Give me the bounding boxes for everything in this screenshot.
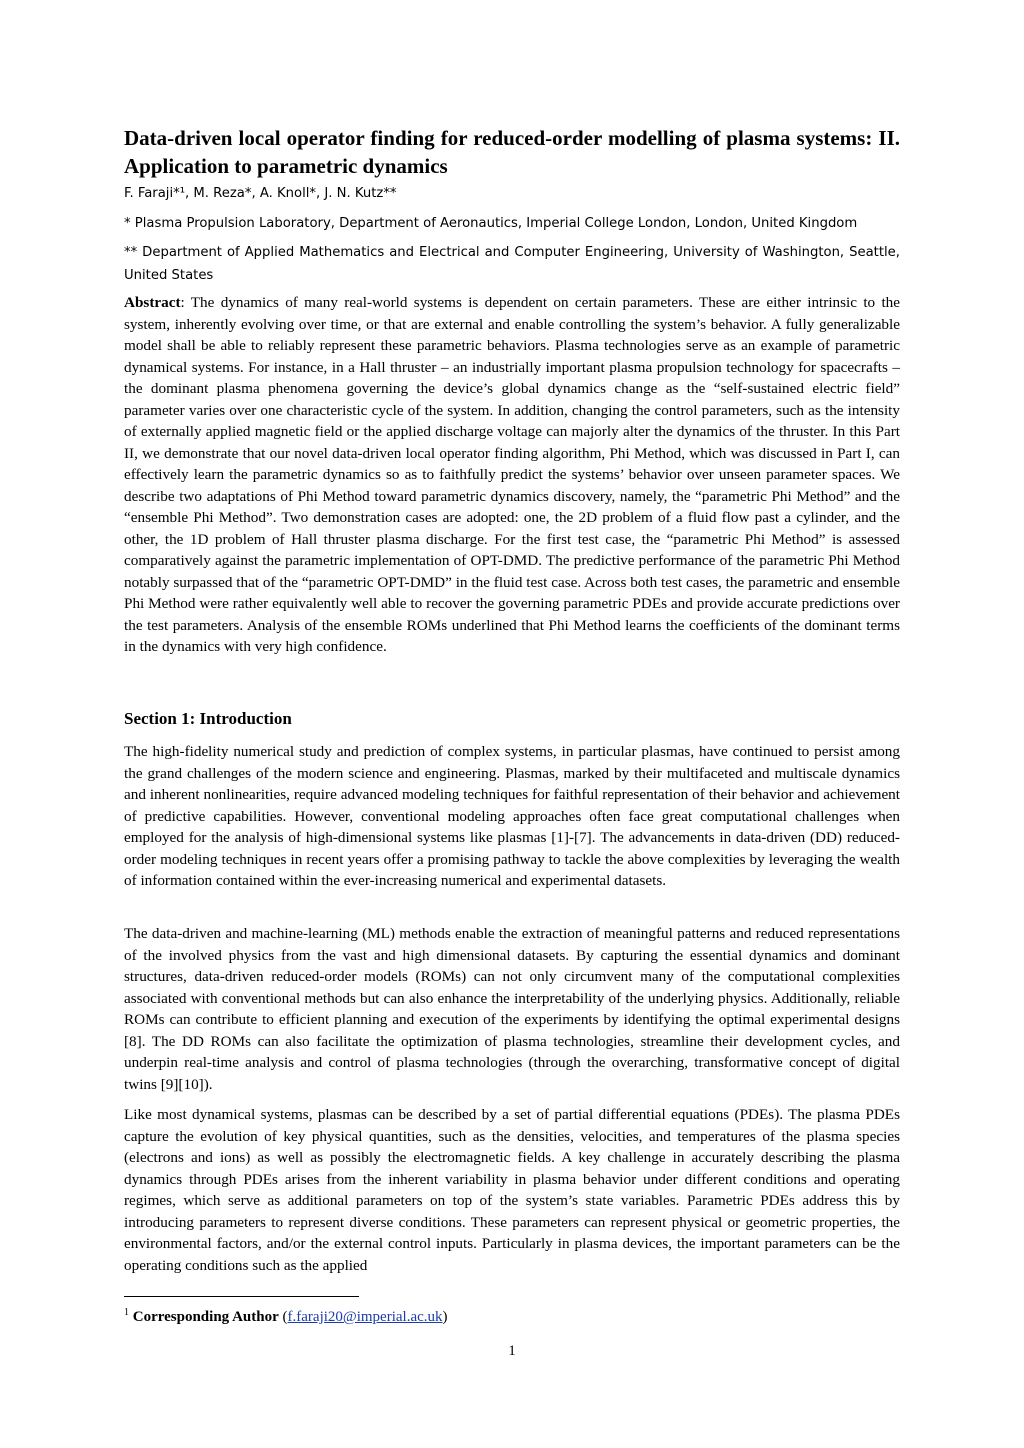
footnote-marker: 1: [124, 1307, 129, 1318]
abstract-label: Abstract: [124, 294, 181, 311]
abstract: [124, 292, 900, 658]
footnote-open-paren: (: [282, 1309, 288, 1325]
affiliation-imperial: * Plasma Propulsion Laboratory, Department of Aeronautics, Imperial College London, London, United Kingdom: [124, 216, 858, 231]
author-list: F. Faraji*¹, M. Reza*, A. Knoll*, J. N. Kutz**: [124, 186, 397, 201]
paper-title: Data-driven local operator finding for reduced-order modelling of plasma systems: II. Application to parametric dynamics: [124, 126, 900, 178]
section-heading: Section 1: Introduction: [124, 709, 292, 728]
intro-paragraph: Like most dynamical systems, plasmas can be described by a set of partial differential equations (PDEs). The plasma PDEs capture the evolution of key physical quantities, such as the densities, velocities, and temperatures of the plasma species (electrons and ions) as well as possibly the electromagnetic fields. A key challenge in accurately describing the plasma dynamics through PDEs arises from the inherent variability in plasma behavior under different conditions and operating regimes, which serve as additional parameters on top of the system’s state variables. Parametric PDEs address this by introducing parameters to represent diverse conditions. These parameters can represent physical or geometric properties, the environmental factors, and/or the external control inputs. Particularly in plasma devices, the important parameters can be the operating conditions such as the applied: [124, 1106, 900, 1274]
footnote-divider: [124, 1296, 359, 1297]
corresponding-email-link[interactable]: f.faraji20@imperial.ac.uk: [287, 1309, 443, 1325]
intro-paragraph: The data-driven and machine-learning (ML) methods enable the extraction of meaningful patterns and reduced representations of the involved physics from the vast and high dimensional datasets. By capturing the essential dynamics and dominant structures, data-driven reduced-order models (ROMs) can not only circumvent many of the computational complexities associated with conventional methods but can also enhance the interpretability of the underlying physics. Additionally, reliable ROMs can contribute to efficient planning and execution of the experiments by identifying the optimal experimental designs [8]. The DD ROMs can also facilitate the optimization of plasma technologies, streamline their development cycles, and underpin real-time analysis and control of plasma technologies (through the overarching, transformative concept of digital twins [9][10]).: [124, 925, 900, 1093]
affiliation-washington: ** Department of Applied Mathematics and Electrical and Computer Engineering, University of Washington, Seattle, United States: [124, 245, 900, 283]
footnote: [124, 1303, 448, 1327]
footnote-label: Corresponding Author: [132, 1309, 279, 1325]
intro-paragraph: The high-fidelity numerical study and prediction of complex systems, in particular plasmas, have continued to persist among the grand challenges of the modern science and engineering. Plasmas, marked by their multifaceted and multiscale dynamics and inherent nonlinearities, require advanced modeling techniques for faithful representation of their behavior and achievement of predictive capabilities. However, conventional modeling approaches often face great computational challenges when employed for the analysis of high-dimensional systems like plasmas [1]-[7]. The advancements in data-driven (DD) reduced-order modeling techniques in recent years offer a promising pathway to tackle the above complexities by leveraging the wealth of information contained within the ever-increasing numerical and experimental datasets.: [124, 743, 900, 889]
page-number: 1: [508, 1343, 516, 1359]
abstract-text: : The dynamics of many real-world systems is dependent on certain parameters. These are either intrinsic to the system, inherently evolving over time, or that are external and enable controlling the system’s behavior. A fully generalizable model shall be able to reliably represent these parametric behaviors. Plasma technologies serve as an example of parametric dynamical systems. For instance, in a Hall thruster – an industrially important plasma propulsion technology for spacecrafts – the dominant plasma phenomena governing the device’s global dynamics change as the “self-sustained electric field” parameter varies over one characteristic cycle of the system. In addition, changing the control parameters, such as the intensity of externally applied magnetic field or the applied discharge voltage can majorly alter the dynamics of the thruster. In this Part II, we demonstrate that our novel data-driven local operator finding algorithm, Phi Method, which was discussed in Part I, can effectively learn the parametric dynamics so as to faithfully predict the systems’ behavior over unseen parameter spaces. We describe two adaptations of Phi Method toward parametric dynamics discovery, namely, the “parametric Phi Method” and the “ensemble Phi Method”. Two demonstration cases are adopted: one, the 2D problem of a fluid flow past a cylinder, and the other, the 1D problem of Hall thruster plasma discharge. For the first test case, the “parametric Phi Method” is assessed comparatively against the parametric implementation of OPT-DMD. The predictive performance of the parametric Phi Method notably surpassed that of the “parametric OPT-DMD” in the fluid test case. Across both test cases, the parametric and ensemble Phi Method were rather equivalently well able to recover the governing parametric PDEs and provide accurate predictions over the test parameters. Analysis of the ensemble ROMs underlined that Phi Method learns the coefficients of the dominant terms in the dynamics with very high confidence.: [124, 294, 900, 655]
footnote-close-paren: ): [442, 1309, 448, 1325]
